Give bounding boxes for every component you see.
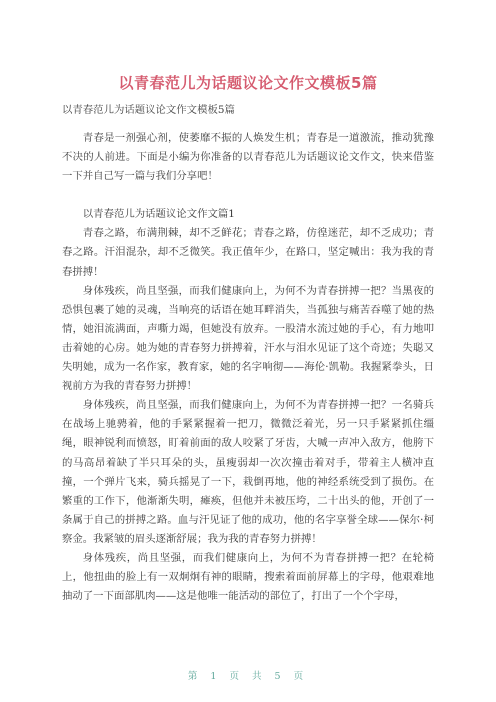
intro-paragraph: 青春是一剂强心剂，使萎靡不振的人焕发生机；青春是一道激流，推动犹豫不决的人前进。下面是小编为你准备的以青春范儿为话题议论文作文，快来借鉴一下并自己写一篇与我们分享吧！ xyxy=(62,132,434,183)
body-paragraph: 青春之路，布满荆棘，却不乏鲜花；青春之路，仿徨迷茫，却不乏成功；青春之路。汗泪混杂，却不乏微笑。我正值年少，在路口，坚定喊出：我为我的青春拼搏！ xyxy=(62,227,434,278)
document-subtitle: 以青春范儿为话题议论文作文模板5篇 xyxy=(62,104,235,116)
body-paragraph: 身体残疾，尚且坚强，而我们健康向上，为何不为青春拼搏一把？一名骑兵在战场上驰骋着，他的手紧紧握着一把刀，微微泛着光，另一只手紧紧抓住缰绳，眼神锐利而愤怒，盯着前面的敌人咬紧了牙齿，大喊一声冲入敌方，他胯下的马高昂着缺了半只耳朵的头，虽瘦弱却一次次撞击着对手，带着主人横冲直撞，一个弹片飞来，骑兵摇晃了一下，栽倒再地，他的神经系统受到了损伤。在繁重的工作下，他渐渐失明，瘫痪，但他并未被压垮，二十出头的他，开创了一条属于自己的拼搏之路。血与汗见证了他的成功，他的名字享誉全球——保尔·柯察金。我紧皱的眉头逐渐舒展；我为我的青春努力拼搏！ xyxy=(62,399,434,545)
page-footer: 第 1 页 共 5 页 xyxy=(187,671,309,682)
document-title: 以青春范儿为话题议论文作文模板5篇 xyxy=(118,74,378,92)
body-paragraph: 身体残疾，尚且坚强，而我们健康向上，为何不为青春拼搏一把？当黑夜的恐惧包裹了她的灵魂，当响亮的话语在她耳畔消失，当孤独与痛苦吞噬了她的热情，她泪流满面，声嘶力竭，但她没有放弃。一股清水流过她的手心，有力地叩击着她的心房。她为她的青春努力拼搏着，汗水与泪水见证了这个奇迹；失聪又失明她，成为一名作家，教育家，她的名字响彻——海伦·凯勒。我握紧拳头，日视前方为我的青春努力拼搏！ xyxy=(62,284,434,393)
document-body xyxy=(62,129,434,606)
section-heading: 以青春范儿为话题议论文作文篇1 xyxy=(82,208,235,221)
body-paragraph: 身体残疾，尚且坚强，而我们健康向上，为何不为青春拼搏一把？在轮椅上，他扭曲的脸上有一双炯炯有神的眼睛，搜索着面前屏幕上的字母，他艰难地抽动了一下面部肌肉——这是他唯一能活动的部位了，打出了一个个字母， xyxy=(62,551,434,603)
